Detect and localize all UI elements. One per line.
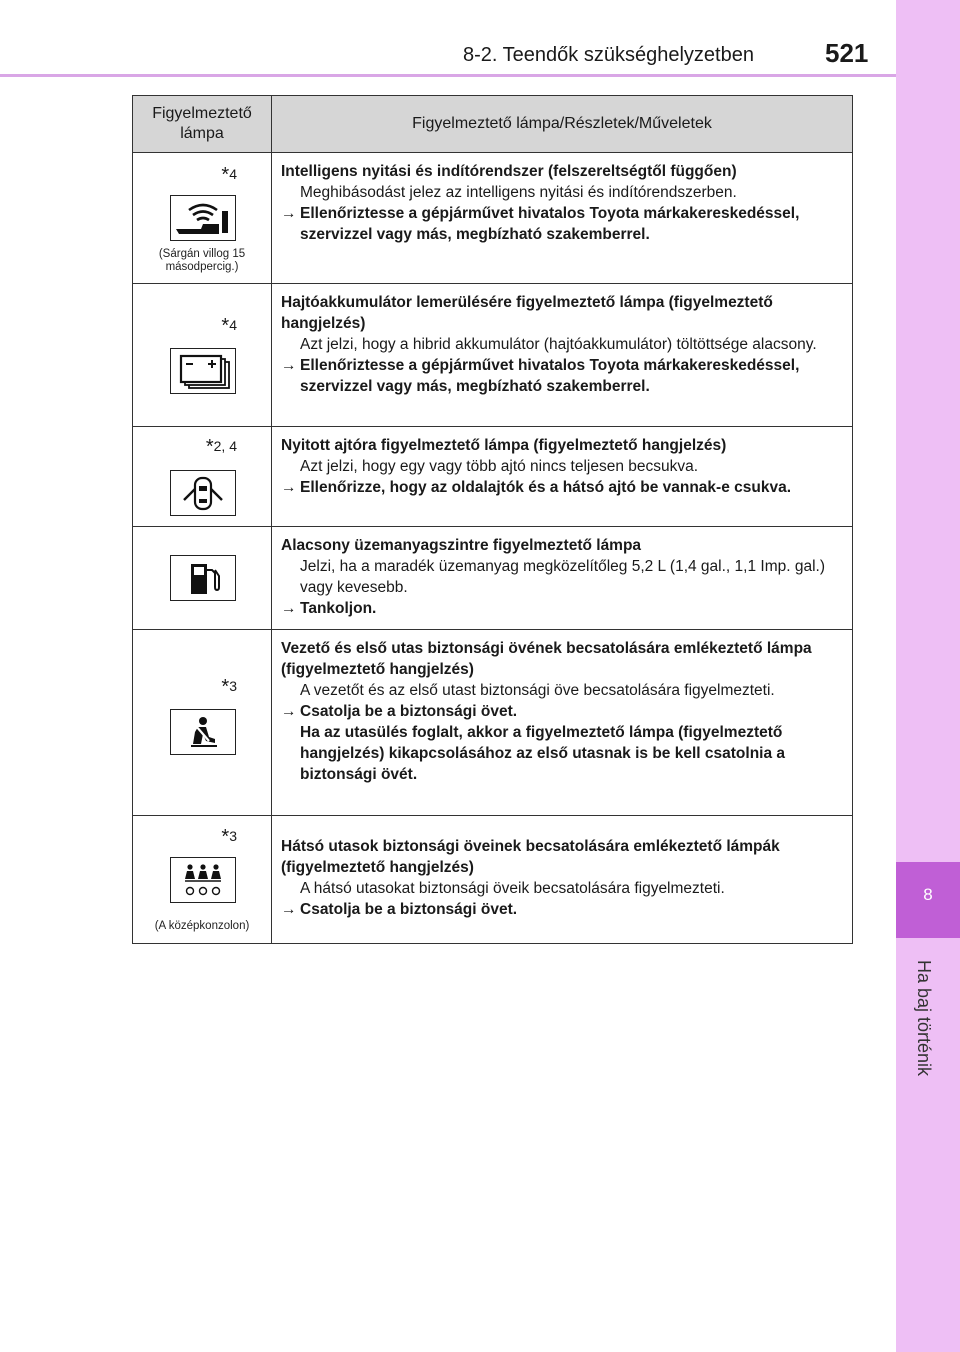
table-row [133,527,853,630]
table-row [133,427,853,527]
table-row [133,284,853,427]
rear-seatbelt-icon [170,857,236,903]
table-header-row [133,96,853,153]
lamp-title: Hátsó utasok biztonsági öveinek becsatolására emlékeztető lámpák (figyelmeztető hangjelzés) [281,838,780,876]
lamp-action: → Ellenőriztesse a gépjárművet hivatalos Toyota márkakereskedéssel, szervizzel vagy más, megbízható szakemberrel. [281,357,800,395]
lamp-text: A vezetőt és az első utast biztonsági öve becsatolására figyelmezteti. [300,682,775,699]
lamp-title: Alacsony üzemanyagszintre figyelmeztető lámpa [281,537,642,554]
description-cell [272,630,853,816]
lamp-text: Meghibásodást jelez az intelligens nyitási és indítórendszerben. [300,184,737,201]
table-row [133,153,853,284]
arrow-icon: → [281,901,297,918]
column-header-lamp: Figyelmeztető lámpa [133,96,272,153]
column-header-details: Figyelmeztető lámpa/Részletek/Műveletek [272,96,853,153]
footnote-marker: *4 [221,164,237,186]
lamp-title: Intelligens nyitási és indítórendszer (felszereltségtől függően) [281,163,737,180]
lamp-action: → Ellenőrizze, hogy az oldalajtók és a hátsó ajtó be vannak-e csukva. [281,479,791,496]
table-row [133,816,853,944]
lamp-action-detail: Ha az utasülés foglalt, akkor a figyelmeztető lámpa (figyelmeztető hangjelzés) kikapcsolásához az első utasnak is be kell csatolnia a biztonsági övét. [300,724,786,783]
page-number: 521 [825,38,869,68]
description-cell [272,153,853,284]
description-cell [272,816,853,944]
chapter-label: Ha baj történik [914,960,934,1077]
lamp-text: Azt jelzi, hogy a hibrid akkumulátor (hajtóakkumulátor) töltöttsége alacsony. [300,336,817,353]
arrow-icon: → [281,357,297,374]
lamp-cell [133,427,272,527]
fuel-pump-icon [170,555,236,601]
lamp-title: Hajtóakkumulátor lemerülésére figyelmeztető lámpa (figyelmeztető hangjelzés) [281,294,773,332]
side-tab [896,0,960,1352]
lamp-action: → Tankoljon. [281,600,377,617]
traction-battery-icon [170,348,236,394]
lamp-action: → Csatolja be a biztonsági övet. [281,703,518,720]
lamp-cell [133,527,272,630]
open-door-icon [170,470,236,516]
seatbelt-icon [170,709,236,755]
lamp-action: → Ellenőriztesse a gépjárművet hivatalos Toyota márkakereskedéssel, szervizzel vagy más, megbízható szakemberrel. [281,205,800,243]
header-title: 8-2. Teendők szükséghelyzetben [463,44,754,66]
lamp-title: Nyitott ajtóra figyelmeztető lámpa (figyelmeztető hangjelzés) [281,437,727,454]
lamp-caption: (Sárgán villog 15 másodpercig.) [158,248,246,273]
lamp-cell [133,284,272,427]
footnote-marker: *3 [221,826,237,848]
table-row [133,630,853,816]
description-cell [272,527,853,630]
description-cell [272,427,853,527]
description-cell [272,284,853,427]
warning-lamp-table [132,95,853,944]
arrow-icon: → [281,703,297,720]
smart-key-system-icon [170,195,236,241]
footnote-marker: *3 [221,676,237,698]
lamp-text: Jelzi, ha a maradék üzemanyag megközelítőleg 5,2 L (1,4 gal., 1,1 Imp. gal.) vagy kevesebb. [300,558,825,596]
header-rule [0,74,896,77]
chapter-number: 8 [896,862,960,938]
lamp-title: Vezető és első utas biztonsági övének becsatolására emlékeztető lámpa (figyelmeztető hangjelzés) [281,640,812,678]
arrow-icon: → [281,479,297,496]
lamp-caption: (A középkonzolon) [154,920,250,932]
lamp-cell [133,630,272,816]
lamp-text: A hátsó utasokat biztonsági öveik becsatolására figyelmezteti. [300,880,725,897]
footnote-marker: *2, 4 [205,436,237,458]
arrow-icon: → [281,600,297,617]
footnote-marker: *4 [221,315,237,337]
lamp-cell [133,816,272,944]
lamp-cell [133,153,272,284]
lamp-text: Azt jelzi, hogy egy vagy több ajtó nincs teljesen becsukva. [300,458,699,475]
arrow-icon: → [281,205,297,222]
lamp-action: → Csatolja be a biztonsági övet. [281,901,518,918]
